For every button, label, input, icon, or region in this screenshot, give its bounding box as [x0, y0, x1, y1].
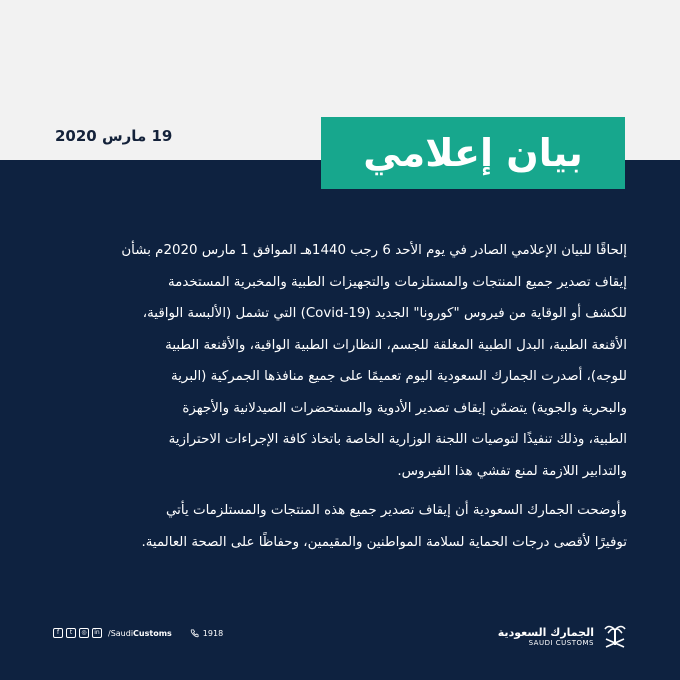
phone-number[interactable]: 1918 [202, 628, 224, 638]
body-line: إلحاقًا للبيان الإعلامي الصادر في يوم الأحد 6 رجب 1440هـ الموافق 1 مارس 2020م بشأن [121, 243, 627, 258]
phone-icon [190, 629, 199, 638]
body-line: إيقاف تصدير جميع المنتجات والمستلزمات والتجهيزات الطبية والمخبرية المستخدمة [168, 274, 627, 290]
logo-arabic: الجمارك السعودية [497, 625, 594, 639]
title-banner [321, 117, 625, 189]
body-line: الطبية، وذلك تنفيذًا لتوصيات اللجنة الوزارية الخاصة باتخاذ كافة الإجراءات الاحترازية [168, 432, 627, 447]
linkedin-icon[interactable]: in [92, 628, 102, 638]
body-line: والبحرية والجوية) يتضمّن إيقاف تصدير الأدوية والمستحضرات الصيدلانية والأجهزة [182, 400, 627, 416]
saudi-customs-logo [498, 622, 628, 650]
body-line: للكشف أو الوقاية من فيروس "كورونا" الجديد (Covid-19) التي تشمل (الألبسة الواقية، [142, 306, 627, 321]
instagram-icon[interactable]: ◎ [79, 628, 89, 638]
logo-english: SAUDI CUSTOMS [528, 638, 594, 647]
body-line: الأقنعة الطبية، البدل الطبية المغلقة للجسم، النظارات الطبية الواقية، والأقنعة الطبية [165, 337, 627, 353]
twitter-icon[interactable]: t [66, 628, 76, 638]
paragraph-gap [52, 487, 627, 495]
social-contacts [53, 628, 223, 638]
social-handle[interactable] [108, 629, 172, 638]
facebook-icon[interactable]: f [53, 628, 63, 638]
logo-text [498, 626, 594, 647]
body-line: توفيرًا لأقصى درجات الحماية لسلامة المواطنين والمقيمين، وحفاظًا على الصحة العالمية. [141, 534, 627, 550]
body-line: للوجه)، أصدرت الجمارك السعودية اليوم تعميمًا على جميع منافذها الجمركية (البرية [171, 369, 627, 384]
body-text [52, 235, 627, 558]
handle-prefix: /Saudi [108, 628, 134, 638]
handle-bold: Customs [133, 628, 172, 638]
body-line: والتدابير اللازمة لمنع تفشي هذا الفيروس. [397, 463, 627, 479]
page-title: بيان إعلامي [363, 131, 583, 175]
body-line: وأوضحت الجمارك السعودية أن إيقاف تصدير جميع هذه المنتجات والمستلزمات يأتي [166, 503, 627, 518]
palm-swords-emblem-icon [602, 622, 628, 650]
footer [0, 618, 680, 658]
release-date: 19 مارس 2020 [55, 127, 173, 145]
